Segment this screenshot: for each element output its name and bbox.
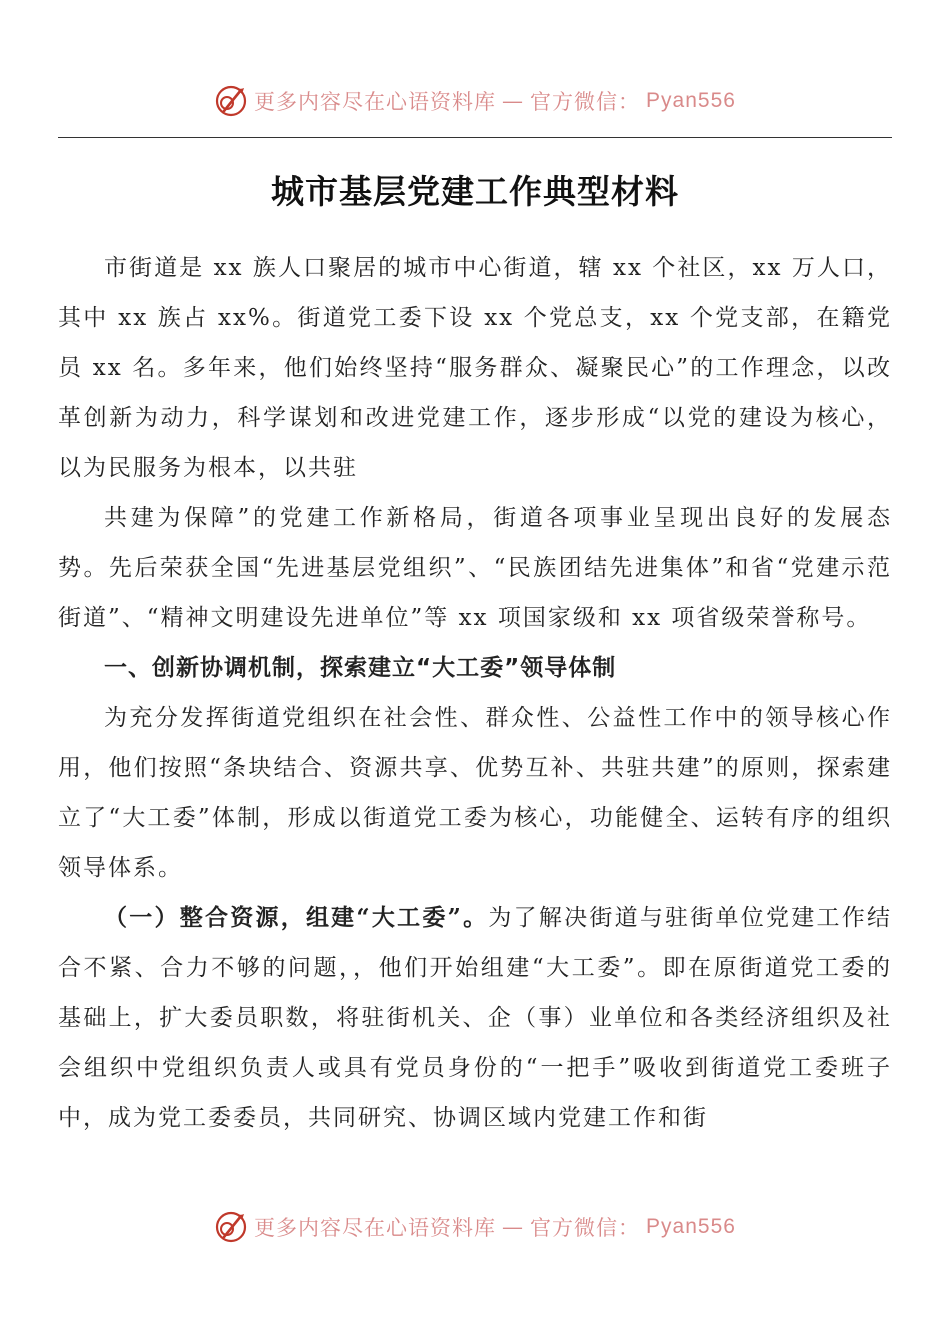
watermark-label: 官方微信： bbox=[530, 1216, 641, 1240]
header-watermark bbox=[0, 84, 950, 118]
watermark-dash: — bbox=[502, 89, 525, 113]
watermark-dash: — bbox=[502, 1215, 525, 1239]
body-paragraph: 市街道是 xx 族人口聚居的城市中心街道，辖 xx 个社区，xx 万人口，其中 xx 族占 xx%。街道党工委下设 xx 个党总支，xx 个党支部，在籍党员 xx 名。多年来，他们始终坚持“服务群众、凝聚民心”的工作理念，以改革创新为动力，科学谋划和改进党建工作，逐步形成“以党的建设为核心，以为民服务为根本，以共驻 bbox=[58, 255, 892, 481]
subsection-text: 为了解决街道与驻街单位党建工作结合不紧、合力不够的问题，，他们开始组建“大工委”。即在原街道党工委的基础上，扩大委员职数，将驻街机关、企（事）业单位和各类经济组织及社会组织中党组织负责人或具有党员身份的“一把手”吸收到街道党工委班子中，成为党工委委员，共同研究、协调区域内党建工作和街 bbox=[58, 905, 893, 1131]
body-paragraph: 共建为保障”的党建工作新格局，街道各项事业呈现出良好的发展态势。先后荣获全国“先进基层党组织”、“民族团结先进集体”和省“党建示范街道”、“精神文明建设先进单位”等 xx 项国家级和 xx 项省级荣誉称号。 bbox=[58, 505, 892, 631]
footer-watermark bbox=[0, 1210, 950, 1244]
document-body bbox=[58, 243, 892, 1143]
watermark-wechat-id: Pyan556 bbox=[646, 89, 736, 112]
document-title: 城市基层党建工作典型材料 bbox=[271, 172, 679, 211]
watermark-site-name: 更多内容尽在心语资料库 bbox=[254, 1216, 497, 1240]
watermark-label: 官方微信： bbox=[530, 90, 641, 114]
pen-seal-logo-icon bbox=[214, 84, 248, 118]
section-heading: 一、创新协调机制，探索建立“大工委”领导体制 bbox=[104, 655, 617, 681]
pen-seal-logo-icon bbox=[214, 1210, 248, 1244]
header-divider bbox=[58, 137, 892, 138]
body-paragraph: 为充分发挥街道党组织在社会性、群众性、公益性工作中的领导核心作用，他们按照“条块结合、资源共享、优势互补、共驻共建”的原则，探索建立了“大工委”体制，形成以街道党工委为核心，功能健全、运转有序的组织领导体系。 bbox=[58, 705, 892, 881]
watermark-site-name: 更多内容尽在心语资料库 bbox=[254, 90, 497, 114]
watermark-wechat-id: Pyan556 bbox=[646, 1215, 736, 1238]
subsection-paragraph bbox=[58, 893, 892, 1143]
subsection-lead: （一）整合资源，组建“大工委”。 bbox=[104, 904, 489, 931]
